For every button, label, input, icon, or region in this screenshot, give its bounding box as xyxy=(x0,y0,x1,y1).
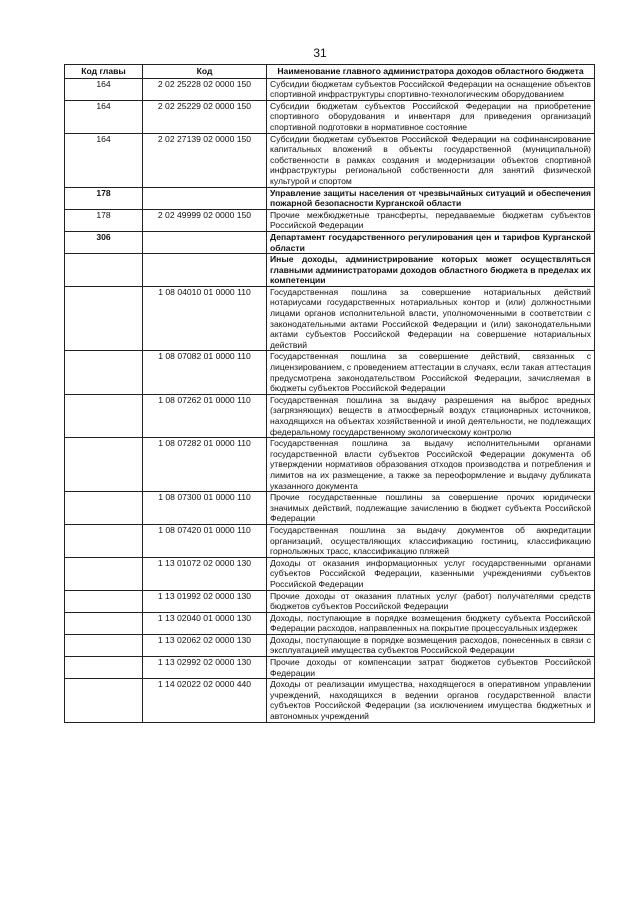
row-code: 1 08 07282 01 0000 110 xyxy=(143,438,267,492)
row-name: Управление защиты населения от чрезвычайных ситуаций и обеспечения пожарной безопасности Курганской области xyxy=(267,187,595,209)
row-chapter-code: 306 xyxy=(65,231,143,253)
row-chapter-code xyxy=(65,254,143,287)
row-name: Прочие доходы от оказания платных услуг (работ) получателями средств бюджетов субъектов Российской Федерации xyxy=(267,590,595,612)
table-row xyxy=(65,78,595,100)
row-code: 2 02 27139 02 0000 150 xyxy=(143,133,267,187)
row-name: Департамент государственного регулирования цен и тарифов Курганской области xyxy=(267,231,595,253)
table-row xyxy=(65,524,595,557)
row-name: Доходы, поступающие в порядке возмещения расходов, понесенных в связи с эксплуатацией имущества субъектов Российской Федерации xyxy=(267,634,595,656)
row-code xyxy=(143,187,267,209)
row-code: 1 13 02992 02 0000 130 xyxy=(143,657,267,679)
row-chapter-code xyxy=(65,394,143,437)
row-chapter-code xyxy=(65,634,143,656)
table-row xyxy=(65,209,595,231)
table-row xyxy=(65,590,595,612)
row-code: 1 13 01072 02 0000 130 xyxy=(143,557,267,590)
row-chapter-code: 164 xyxy=(65,78,143,100)
table-row xyxy=(65,679,595,722)
row-chapter-code xyxy=(65,351,143,394)
table-row xyxy=(65,286,595,351)
table-row xyxy=(65,657,595,679)
row-chapter-code: 178 xyxy=(65,209,143,231)
row-name: Прочие государственные пошлины за совершение прочих юридически значимых действий, подлежащие зачислению в бюджет субъекта Российской Федерации xyxy=(267,492,595,525)
row-name: Прочие межбюджетные трансферты, передаваемые бюджетам субъектов Российской Федерации xyxy=(267,209,595,231)
header-code: Код xyxy=(143,65,267,79)
row-name: Субсидии бюджетам субъектов Российской Федерации на софинансирование капитальных вложений в объекты государственной (муниципальной) собственности в рамках создания и модернизации объектов спортивной инфраструктуры региональной собственности для занятий физической культурой и спортом xyxy=(267,133,595,187)
row-code xyxy=(143,254,267,287)
revenue-administrators-table xyxy=(64,64,595,723)
row-code: 1 08 07262 01 0000 110 xyxy=(143,394,267,437)
row-name: Доходы от реализации имущества, находящегося в оперативном управлении учреждений, находящихся в ведении органов государственной власти субъектов Российской Федерации (за исключением имущества бюджетных и автономных учреждений xyxy=(267,679,595,722)
row-chapter-code xyxy=(65,679,143,722)
row-chapter-code xyxy=(65,286,143,351)
row-code: 2 02 25228 02 0000 150 xyxy=(143,78,267,100)
row-code: 1 13 02062 02 0000 130 xyxy=(143,634,267,656)
header-name: Наименование главного администратора доходов областного бюджета xyxy=(267,65,595,79)
row-name: Государственная пошлина за совершение нотариальных действий нотариусами государственных нотариальных контор и (или) должностными лицами органов исполнительной власти, уполномоченными в соответствии с законодательными актами Российской Федерации и (или) законодательными актами субъектов Российской Федерации на совершение нотариальных действий xyxy=(267,286,595,351)
row-name: Государственная пошлина за совершение действий, связанных с лицензированием, с проведением аттестации в случаях, если такая аттестация предусмотрена законодательством Российской Федерации, зачисляемая в бюджеты субъектов Российской Федерации xyxy=(267,351,595,394)
row-chapter-code xyxy=(65,492,143,525)
row-name: Иные доходы, администрирование которых может осуществляться главными администраторами доходов областного бюджета в пределах их компетенции xyxy=(267,254,595,287)
row-chapter-code: 164 xyxy=(65,133,143,187)
table-row xyxy=(65,133,595,187)
table-row xyxy=(65,394,595,437)
table-row xyxy=(65,634,595,656)
row-name: Государственная пошлина за выдачу разрешения на выброс вредных (загрязняющих) веществ в атмосферный воздух стационарных источников, находящихся на объектах хозяйственной и иной деятельности, не подлежащих федеральному государственному экологическому контролю xyxy=(267,394,595,437)
row-code xyxy=(143,231,267,253)
row-chapter-code xyxy=(65,657,143,679)
row-name: Государственная пошлина за выдачу документов об аккредитации организаций, осуществляющих классификацию гостиниц, классификацию горнолыжных трасс, классификацию пляжей xyxy=(267,524,595,557)
table-row xyxy=(65,100,595,133)
row-name: Прочие доходы от компенсации затрат бюджетов субъектов Российской Федерации xyxy=(267,657,595,679)
table-row xyxy=(65,557,595,590)
table-row xyxy=(65,492,595,525)
row-code: 1 08 04010 01 0000 110 xyxy=(143,286,267,351)
row-name: Доходы, поступающие в порядке возмещения бюджету субъекта Российской Федерации расходов, направленных на покрытие процессуальных издержек xyxy=(267,612,595,634)
row-chapter-code xyxy=(65,590,143,612)
row-code: 1 13 01992 02 0000 130 xyxy=(143,590,267,612)
row-code: 1 14 02022 02 0000 440 xyxy=(143,679,267,722)
table-row xyxy=(65,231,595,253)
table-row xyxy=(65,351,595,394)
row-name: Государственная пошлина за выдачу исполнительными органами государственной власти субъектов Российской Федерации документа об утверждении нормативов образования отходов производства и потребления и лимитов на их размещение, а также за переоформление и выдачу дубликата указанного документа xyxy=(267,438,595,492)
row-code: 1 08 07300 01 0000 110 xyxy=(143,492,267,525)
row-chapter-code: 164 xyxy=(65,100,143,133)
row-name: Субсидии бюджетам субъектов Российской Федерации на оснащение объектов спортивной инфраструктуры спортивно-технологическим оборудованием xyxy=(267,78,595,100)
row-name: Доходы от оказания информационных услуг государственными органами субъектов Российской Федерации, казенными учреждениями субъектов Российской Федерации xyxy=(267,557,595,590)
table-row xyxy=(65,438,595,492)
row-chapter-code xyxy=(65,557,143,590)
row-chapter-code xyxy=(65,524,143,557)
row-chapter-code: 178 xyxy=(65,187,143,209)
table-row xyxy=(65,612,595,634)
page-number: 31 xyxy=(313,46,327,60)
table-row xyxy=(65,254,595,287)
table-header-row xyxy=(65,65,595,79)
row-chapter-code xyxy=(65,438,143,492)
row-code: 2 02 25229 02 0000 150 xyxy=(143,100,267,133)
row-name: Субсидии бюджетам субъектов Российской Федерации на приобретение спортивного оборудования и инвентаря для приведения организаций спортивной подготовки в нормативное состояние xyxy=(267,100,595,133)
table-row xyxy=(65,187,595,209)
row-chapter-code xyxy=(65,612,143,634)
row-code: 1 08 07420 01 0000 110 xyxy=(143,524,267,557)
header-chapter-code: Код главы xyxy=(65,65,143,79)
row-code: 1 13 02040 01 0000 130 xyxy=(143,612,267,634)
row-code: 1 08 07082 01 0000 110 xyxy=(143,351,267,394)
row-code: 2 02 49999 02 0000 150 xyxy=(143,209,267,231)
